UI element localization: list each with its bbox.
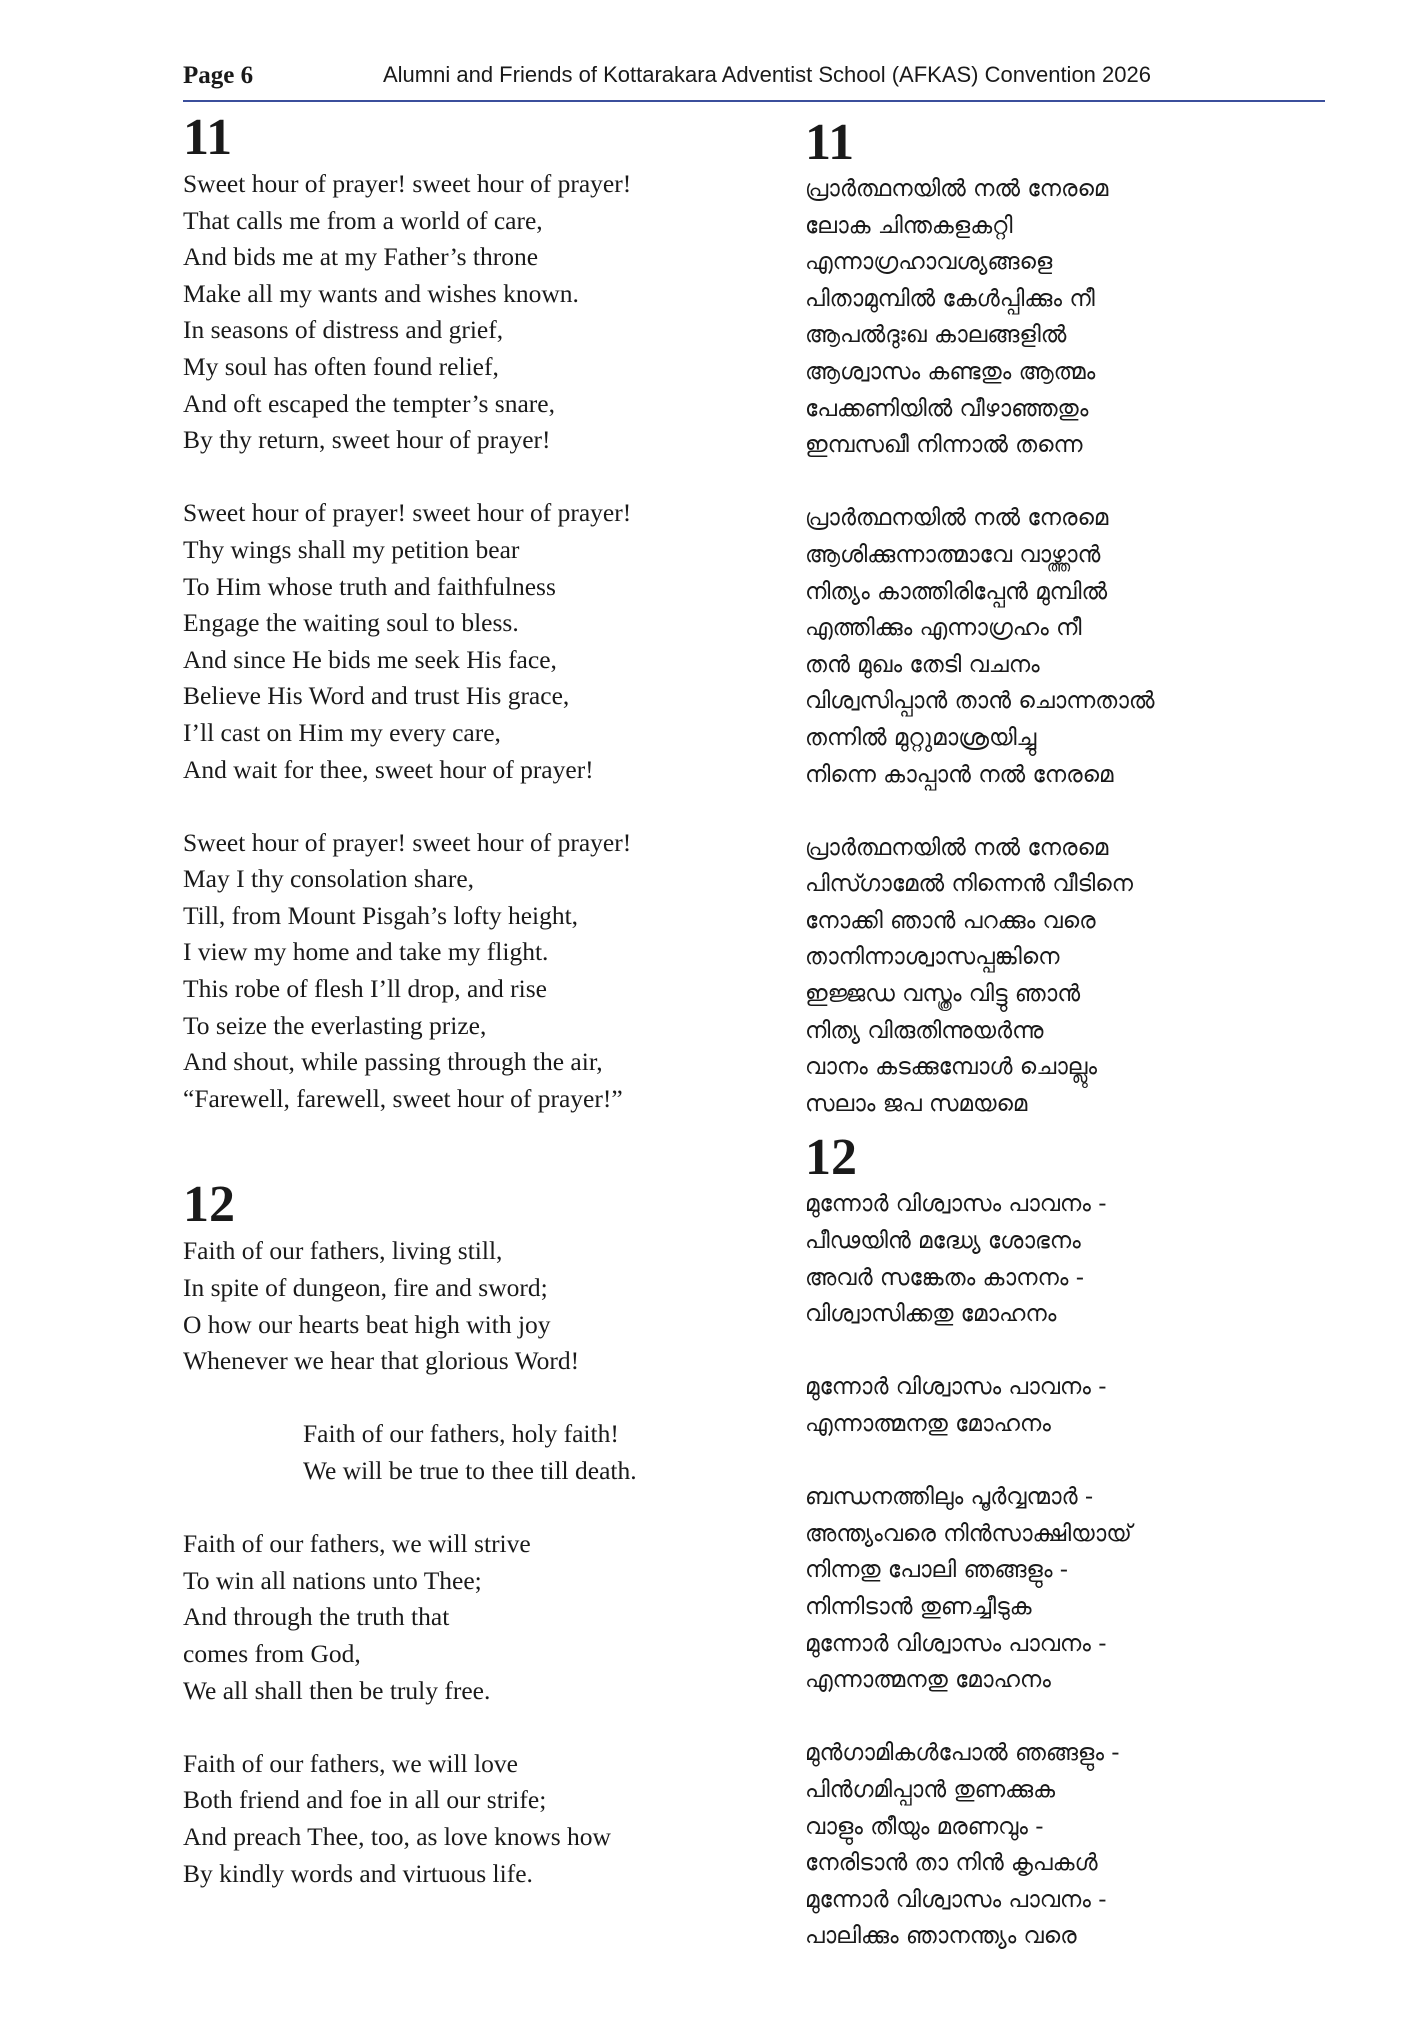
verse-line: By kindly words and virtuous life. [183,1858,533,1888]
page-number: Page 6 [183,62,254,89]
verse-line: And shout, while passing through the air, [183,1047,603,1077]
stanza [805,830,1305,1123]
stanza [183,1233,743,1379]
header-title: Alumni and Friends of Kottarakara Adventist School (AFKAS) Convention 2026 [383,62,1151,87]
verse-line: comes from God, [183,1638,361,1668]
verse-line: തൻ മുഖം തേടി വചനം [805,651,1040,678]
verse-line: വാളും തീയും മരണവും - [805,1813,1044,1840]
verse-line: Faith of our fathers, living still, [183,1236,503,1266]
verse-line: Sweet hour of prayer! sweet hour of prayer! [183,169,632,198]
verse-line: ആശിക്കുന്നാത്മാവേ വാഴ്ത്താൻ [805,541,1101,568]
verse-line: Faith of our fathers, we will love [183,1748,518,1778]
verse-line: വിശ്വാസിക്കതു മോഹനം [805,1301,1057,1328]
hymn-number-12-en: 12 [183,1176,235,1234]
verse-line: I view my home and take my flight. [183,937,549,967]
verse-line: “Farewell, farewell, sweet hour of prayer!” [183,1083,623,1113]
stanza [183,495,743,788]
verse-line: വാനം കടക്കുമ്പോൾ ചൊല്ലും [805,1054,1098,1081]
verse-line: And since He bids me seek His face, [183,644,557,674]
verse-line: And oft escaped the tempter’s snare, [183,388,555,418]
verse-line: മുന്നോർ വിശ്വാസം പാവനം - [805,1630,1107,1657]
verse-line: And bids me at my Father’s throne [183,242,539,272]
verse-line: എന്നാത്മനതു മോഹനം [805,1411,1051,1437]
verse-line: Whenever we hear that glorious Word! [183,1346,580,1376]
verse-line: ആപൽദുഃഖ കാലങ്ങളിൽ [805,322,1067,349]
verse-line: നിന്നെ കാപ്പാൻ നൽ നേരമെ [805,761,1114,788]
verse-line: Both friend and foe in all our strife; [183,1785,547,1815]
verse-line: To Him whose truth and faithfulness [183,571,556,601]
verse-line: Sweet hour of prayer! sweet hour of prayer! [183,827,632,857]
verse-line: നിത്യ വിരുതിന്നുയർന്നു [805,1017,1044,1044]
verse-line: Believe His Word and trust His grace, [183,681,570,711]
verse-line: That calls me from a world of care, [183,205,543,235]
stanza [183,1746,743,1892]
verse-line: And wait for thee, sweet hour of prayer! [183,754,594,784]
verse-line: My soul has often found relief, [183,351,499,381]
verse-line: We will be true to thee till death. [303,1456,637,1485]
verse-line: നിത്യം കാത്തിരിപ്പേൻ മുമ്പിൽ [805,578,1108,605]
verse-line: മുൻഗാമികൾപോൽ ഞങ്ങളും - [805,1740,1120,1767]
verse-line: Till, from Mount Pisgah’s lofty height, [183,900,579,930]
verse-line: Make all my wants and wishes known. [183,278,579,308]
verse-line: Faith of our fathers, holy faith! [303,1419,619,1449]
verse-line: നിന്നിടാൻ തുണച്ചീടുക [805,1593,1032,1620]
refrain [183,1416,743,1489]
verse-line: മുന്നോർ വിശ്വാസം പാവനം - [805,1191,1107,1218]
verse-line: മുന്നോർ വിശ്വാസം പാവനം - [805,1886,1107,1913]
verse-line: Sweet hour of prayer! sweet hour of prayer! [183,498,632,528]
verse-line: And preach Thee, too, as love knows how [183,1821,611,1851]
stanza [805,1186,1305,1332]
page-header [183,60,1325,102]
stanza [805,1735,1305,1955]
verse-line: This robe of flesh I’ll drop, and rise [183,974,547,1004]
verse-line: താനിന്നാശ്വാസപ്പങ്കിനെ [805,944,1060,971]
verse-line: In spite of dungeon, fire and sword; [183,1273,548,1303]
verse-line: I’ll cast on Him my every care, [183,717,501,747]
verse-line: പാലിക്കും ഞാനന്ത്യം വരെ [805,1923,1077,1950]
verse-line: മുന്നോർ വിശ്വാസം പാവനം - [805,1374,1107,1401]
verse-line: O how our hearts beat high with joy [183,1309,551,1339]
verse-line: നേരിടാൻ താ നിൻ കൃപകൾ [805,1850,1098,1877]
verse-line: May I thy consolation share, [183,864,475,894]
verse-line: സലാം ജപ സമയമെ [805,1090,1028,1117]
verse-line: ലോക ചിന്തകളകറ്റി [805,212,1013,239]
verse-line: പേക്കണിയിൽ വീഴാഞ്ഞതും [805,395,1089,422]
stanza [805,1479,1305,1699]
stanza [183,166,743,459]
stanza [805,500,1305,793]
verse-line: ഇമ്പസഖീ നിന്നാൽ തന്നെ [805,432,1083,459]
verse-line: ബന്ധനത്തിലും പൂർവ്വന്മാർ - [805,1484,1094,1511]
verse-line: തന്നിൽ മുറ്റുമാശ്രയിച്ചു [805,724,1037,751]
hymn-number-11-en: 11 [183,109,233,166]
stanza [805,171,1305,464]
verse-line: നോക്കി ഞാൻ പറക്കും വരെ [805,907,1096,934]
verse-line: Faith of our fathers, we will strive [183,1529,531,1559]
hymn-number-12-ml: 12 [805,1129,857,1187]
verse-line: എത്തിക്കും എന്നാഗ്രഹം നീ [805,615,1082,642]
english-column [183,110,743,1892]
verse-line: And through the truth that [183,1602,450,1632]
verse-line: പ്രാർത്ഥനയിൽ നൽ നേരമെ [805,505,1109,532]
verse-line: എന്നാത്മനതു മോഹനം [805,1667,1051,1694]
stanza [805,1369,1305,1442]
verse-line: പിസ്ഗാമേൽ നിന്നെൻ വീടിനെ [805,871,1133,898]
malayalam-column [805,115,1305,1955]
verse-line: ആശ്വാസം കണ്ടതും ആത്മം [805,358,1096,385]
verse-line: അന്ത്യംവരെ നിൻസാക്ഷിയായ് [805,1520,1132,1547]
stanza [183,825,743,1118]
hymn-number-11-ml: 11 [805,114,855,171]
verse-line: Thy wings shall my petition bear [183,534,520,564]
verse-line: To seize the everlasting prize, [183,1010,487,1040]
verse-line: ഇജ്ജഡ വസ്ത്രം വിട്ടു ഞാൻ [805,981,1081,1008]
verse-line: വിശ്വസിപ്പാൻ താൻ ചൊന്നതാൽ [805,688,1155,715]
verse-line: പ്രാർത്ഥനയിൽ നൽ നേരമെ [805,176,1109,202]
verse-line: To win all nations unto Thee; [183,1565,482,1595]
verse-line: പിൻഗമിപ്പാൻ തുണക്കുക [805,1776,1056,1803]
verse-line: എന്നാഗ്രഹാവശ്യങ്ങളെ [805,249,1053,276]
verse-line: We all shall then be truly free. [183,1675,491,1705]
verse-line: By thy return, sweet hour of prayer! [183,425,551,455]
verse-line: അവർ സങ്കേതം കാനനം - [805,1264,1085,1291]
verse-line: നിന്നതു പോലി ഞങ്ങളും - [805,1557,1069,1584]
verse-line: പ്രാർത്ഥനയിൽ നൽ നേരമെ [805,834,1109,861]
verse-line: പീഢയിൻ മദ്ധ്യേ ശോഭനം [805,1228,1081,1255]
verse-line: പിതാമുമ്പിൽ കേൾപ്പിക്കും നീ [805,285,1095,312]
verse-line: In seasons of distress and grief, [183,315,504,345]
verse-line: Engage the waiting soul to bless. [183,608,519,638]
stanza [183,1526,743,1709]
